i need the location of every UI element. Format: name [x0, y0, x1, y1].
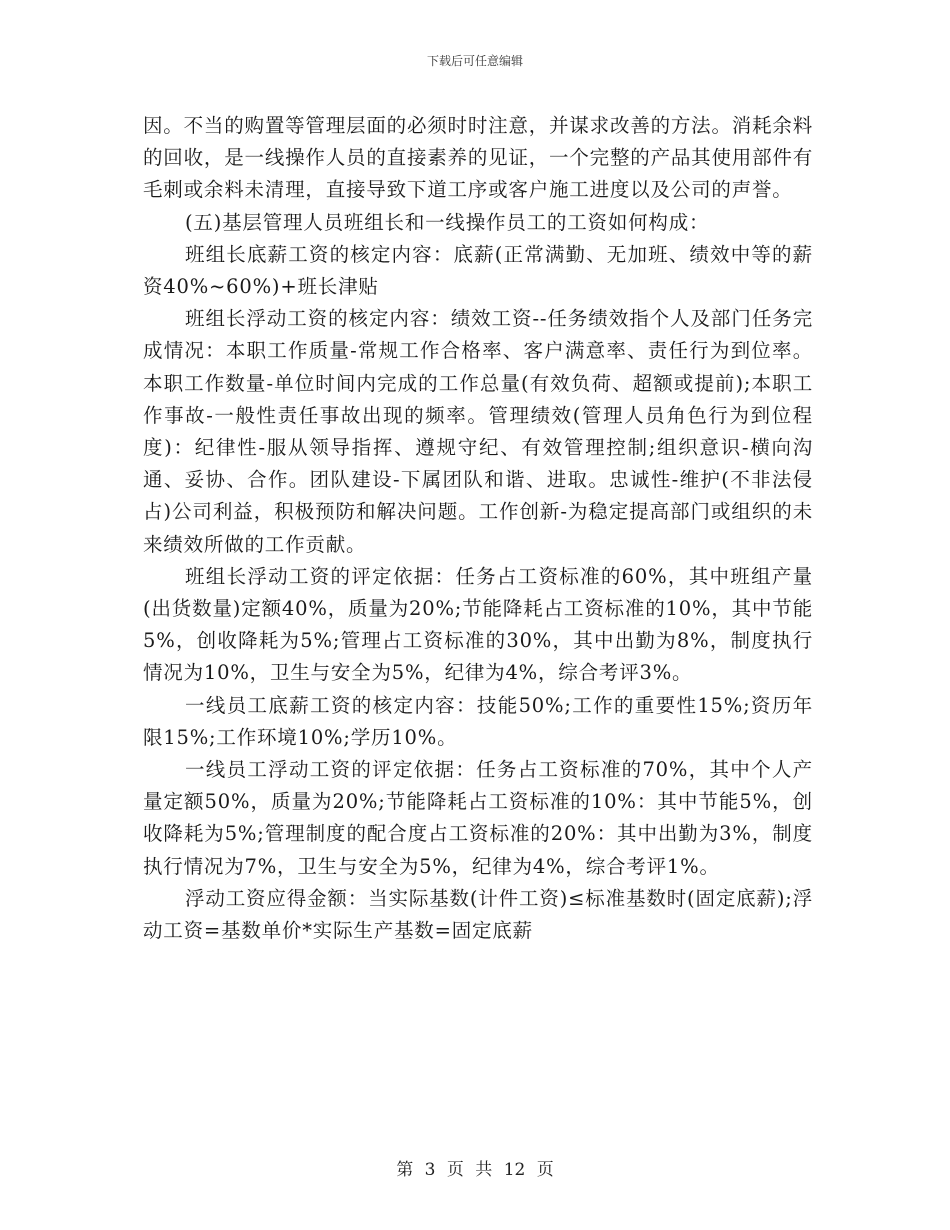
paragraph-leader-floating-salary: 班组长浮动工资的核定内容：绩效工资--任务绩效指个人及部门任务完成情况：本职工作质量-常规工作合格率、客户满意率、责任行为到位率。本职工作数量-单位时间内完成的工作总量(有效负荷、超额或提前);本职工作事故-一般性责任事故出现的频率。管理绩效(管理人员角色行为到位程度)：纪律性-服从领导指挥、遵规守纪、有效管理控制;组织意识-横向沟通、妥协、合作。团队建设-下属团队和谐、进取。忠诚性-维护(不非法侵占)公司利益，积极预防和解决问题。工作创新-为稳定提高部门或组织的未来绩效所做的工作贡献。 [143, 307, 813, 556]
paragraph-worker-base-salary: 一线员工底薪工资的核定内容：技能50%;工作的重要性15%;资历年限15%;工作环境10%;学历10%。 [143, 693, 813, 749]
paragraph-leader-floating-criteria: 班组长浮动工资的评定依据：任务占工资标准的60%，其中班组产量(出货数量)定额40%，质量为20%;节能降耗占工资标准的10%，其中节能5%，创收降耗为5%;管理占工资标准的30%，其中出勤为8%，制度执行情况为10%，卫生与安全为5%，纪律为4%，综合考评3%。 [143, 564, 813, 685]
page-number: 第 3 页 共 12 页 [396, 1160, 554, 1180]
document-body [143, 110, 813, 947]
paragraph-section-heading: (五)基层管理人员班组长和一线操作员工的工资如何构成： [185, 210, 710, 234]
paragraph-worker-floating-criteria: 一线员工浮动工资的评定依据：任务占工资标准的70%，其中个人产量定额50%，质量为20%;节能降耗占工资标准的10%：其中节能5%，创收降耗为5%;管理制度的配合度占工资标准的20%：其中出勤为3%，制度执行情况为7%，卫生与安全为5%，纪律为4%，综合考评1%。 [143, 758, 813, 878]
paragraph-leader-base-salary: 班组长底薪工资的核定内容：底薪(正常满勤、无加班、绩效中等的薪资40%~60%)+班长津贴 [143, 242, 813, 299]
page-header: 下载后可任意编辑 [426, 54, 523, 68]
paragraph-continuation: 因。不当的购置等管理层面的必须时时注意，并谋求改善的方法。消耗余料的回收，是一线操作人员的直接素养的见证，一个完整的产品其使用部件有毛刺或余料未清理，直接导致下道工序或客户施工进度以及公司的声誉。 [143, 114, 813, 202]
paragraph-floating-amount: 浮动工资应得金额：当实际基数(计件工资)≤标准基数时(固定底薪);浮动工资=基数单价*实际生产基数=固定底薪 [143, 886, 813, 943]
